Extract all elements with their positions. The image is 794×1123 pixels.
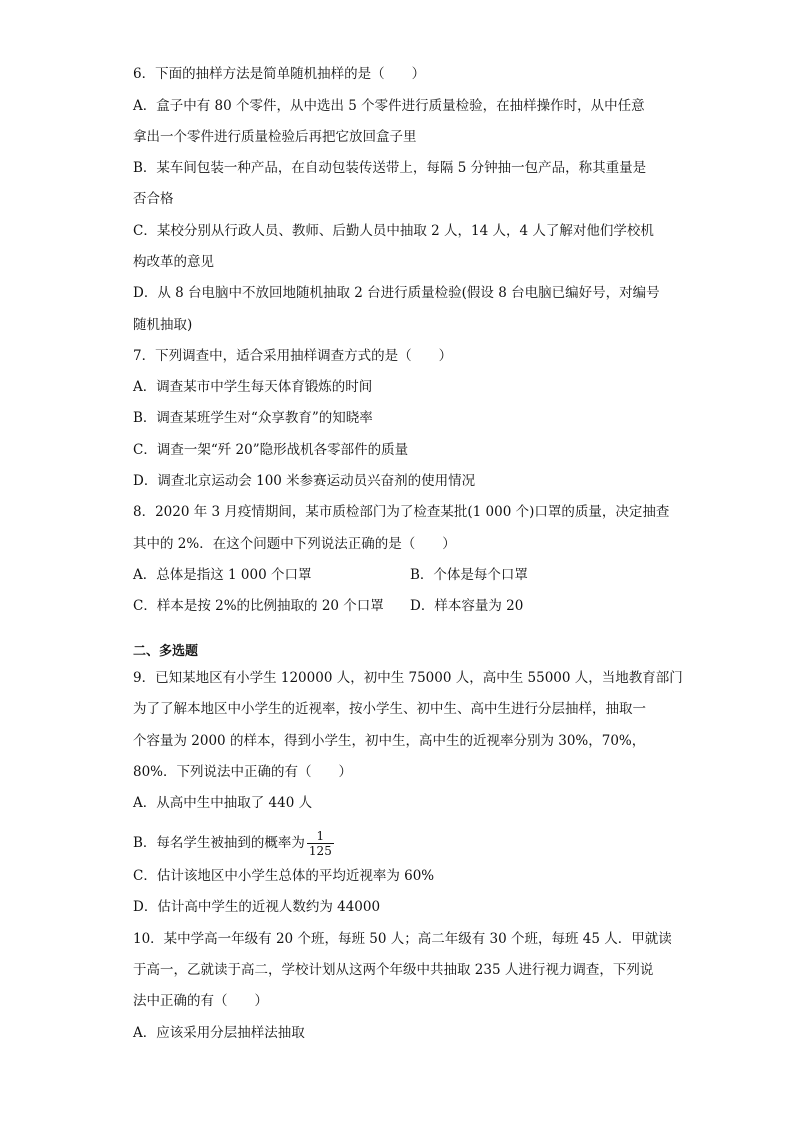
- q9-stem-line3: 个容量为 2000 的样本，得到小学生，初中生，高中生的近视率分别为 30%，70%，: [133, 733, 646, 749]
- q9-option-b: [133, 829, 334, 858]
- q10-stem-line3: 法中正确的有（ ）: [133, 993, 268, 1009]
- fraction-denominator: 125: [308, 844, 332, 858]
- fraction: [307, 829, 334, 858]
- q6-option-a-line2: 拿出一个零件进行质量检验后再把它放回盒子里: [133, 129, 417, 145]
- q10-stem-line1: 10．某中学高一年级有 20 个班，每班 50 人；高二年级有 30 个班，每班 45 人．甲就读: [133, 931, 672, 947]
- q10-option-a: A．应该采用分层抽样法抽取: [133, 1025, 305, 1041]
- q6-option-d-line2: 随机抽取): [133, 317, 193, 333]
- q8-option-c: C．样本是按 2%的比例抽取的 20 个口罩: [133, 598, 384, 614]
- q6-option-b-line1: B．某车间包装一种产品，在自动包装传送带上，每隔 5 分钟抽一包产品，称其重量是: [133, 160, 647, 176]
- q9-option-d: D．估计高中学生的近视人数约为 44000: [133, 899, 381, 915]
- q9-stem-line2: 为了了解本地区中小学生的近视率，按小学生、初中生、高中生进行分层抽样，抽取一: [133, 701, 646, 717]
- q9-option-c: C．估计该地区中小学生总体的平均近视率为 60%: [133, 868, 435, 884]
- q7-option-a: A．调查某市中学生每天体育锻炼的时间: [133, 379, 373, 395]
- q9-option-a: A．从高中生中抽取了 440 人: [133, 795, 313, 811]
- q7-option-b: B．调查某班学生对“众享教育”的知晓率: [133, 410, 373, 426]
- q9-option-b-text: B．每名学生被抽到的概率为: [133, 835, 305, 851]
- q6-option-a-line1: A．盒子中有 80 个零件，从中选出 5 个零件进行质量检验，在抽样操作时，从中任意: [133, 98, 645, 114]
- q8-option-d: D．样本容量为 20: [410, 598, 524, 614]
- q9-stem-line1: 9．已知某地区有小学生 120000 人，初中生 75000 人，高中生 55000 人，当地教育部门: [133, 670, 683, 686]
- q7-option-c: C．调查一架“歼 20”隐形战机各零部件的质量: [133, 442, 409, 458]
- q8-stem-line2: 其中的 2%．在这个问题中下列说法正确的是（ ）: [133, 536, 456, 552]
- q6-option-d-line1: D．从 8 台电脑中不放回地随机抽取 2 台进行质量检验(假设 8 台电脑已编好号，对编号: [133, 285, 660, 301]
- fraction-numerator: 1: [316, 829, 325, 843]
- q6-option-b-line2: 否合格: [133, 191, 174, 207]
- q8-stem-line1: 8．2020 年 3 月疫情期间，某市质检部门为了检查某批(1 000 个)口罩的质量，决定抽查: [133, 504, 670, 520]
- q6-stem: 6．下面的抽样方法是简单随机抽样的是（ ）: [133, 66, 426, 82]
- q6-option-c-line2: 构改革的意见: [133, 254, 214, 270]
- q9-stem-line4: 80%．下列说法中正确的有（ ）: [133, 764, 353, 780]
- q7-option-d: D．调查北京运动会 100 米参赛运动员兴奋剂的使用情况: [133, 473, 476, 489]
- section-heading: 二、多选题: [133, 644, 199, 659]
- q8-option-b: B．个体是每个口罩: [410, 567, 528, 583]
- q8-option-a: A．总体是指这 1 000 个口罩: [133, 567, 312, 583]
- q10-stem-line2: 于高一，乙就读于高二，学校计划从这两个年级中共抽取 235 人进行视力调查，下列说: [133, 962, 654, 978]
- q7-stem: 7．下列调查中，适合采用抽样调查方式的是（ ）: [133, 348, 453, 364]
- q6-option-c-line1: C．某校分别从行政人员、教师、后勤人员中抽取 2 人，14 人，4 人了解对他们学校机: [133, 223, 654, 239]
